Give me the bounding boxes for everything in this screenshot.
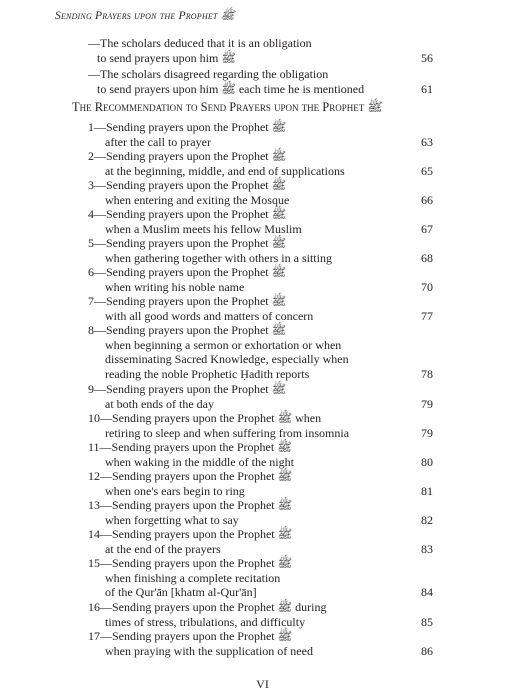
toc-page-number: 70 xyxy=(421,279,433,294)
toc-page-number: 66 xyxy=(421,192,433,207)
toc-entry-text: 7—Sending prayers upon the Prophet ﷺ xyxy=(88,294,287,308)
toc-entry-line xyxy=(0,207,525,221)
toc-entry-line xyxy=(0,411,525,425)
toc-entry-text: at the end of the prayers xyxy=(105,541,221,556)
toc-entry-text: when a Muslim meets his fellow Muslim xyxy=(105,221,302,236)
toc-entry-line xyxy=(0,571,525,585)
toc-entry-text: retiring to sleep and when suffering from insomnia xyxy=(105,425,350,440)
toc-entry-line xyxy=(0,294,525,308)
toc-page-number: 82 xyxy=(421,512,433,527)
toc-entry-line xyxy=(0,644,525,658)
toc-entry-line xyxy=(0,498,525,512)
toc-page-number: 83 xyxy=(421,541,433,556)
toc-entry-line xyxy=(0,149,525,163)
toc-entry-text: disseminating Sacred Knowledge, especially when xyxy=(105,352,349,366)
toc-entry-line xyxy=(0,367,525,381)
toc-entry-line xyxy=(0,135,525,149)
toc-entry-line xyxy=(0,36,525,50)
toc-entry-text: after the call to prayer xyxy=(105,134,211,149)
toc-entry-line xyxy=(0,527,525,541)
toc-entry-text: 6—Sending prayers upon the Prophet ﷺ xyxy=(88,265,287,279)
toc-entry-text: 1—Sending prayers upon the Prophet ﷺ xyxy=(88,120,287,134)
toc-entry-line xyxy=(0,382,525,396)
toc-entry-line xyxy=(0,67,525,81)
toc-entry-text: when beginning a sermon or exhortation or when xyxy=(105,337,342,352)
toc-entry-text: at the beginning, middle, and end of supplications xyxy=(105,163,345,178)
toc-entry-line xyxy=(0,120,525,134)
toc-entry-text: when praying with the supplication of need xyxy=(105,643,313,658)
toc-entry-line xyxy=(0,440,525,454)
toc-entry-line xyxy=(0,51,525,65)
toc-entry-text: —The scholars deduced that it is an obligation xyxy=(88,36,312,50)
toc-page-number: 65 xyxy=(421,163,433,178)
section-heading: The Recommendation to Send Prayers upon the Prophet ﷺ xyxy=(72,100,383,114)
toc-entry-line xyxy=(0,629,525,643)
running-header: Sending Prayers upon the Prophet ﷺ xyxy=(55,10,235,22)
toc-entry-text: when entering and exiting the Mosque xyxy=(105,192,290,207)
toc-entry-text: when waking in the middle of the night xyxy=(105,454,294,469)
toc-entry-text: when one's ears begin to ring xyxy=(105,483,245,498)
toc-entry-text: reading the noble Prophetic Ḥadith reports xyxy=(105,366,310,381)
toc-entry-line xyxy=(0,280,525,294)
toc-entry-text: 9—Sending prayers upon the Prophet ﷺ xyxy=(88,382,287,396)
toc-entry-line xyxy=(0,236,525,250)
toc-page-number: 67 xyxy=(421,221,433,236)
toc-page-number: 84 xyxy=(421,585,433,599)
toc-entry-text: 4—Sending prayers upon the Prophet ﷺ xyxy=(88,207,287,221)
toc-page-number: 85 xyxy=(421,614,433,629)
toc-entry-line xyxy=(0,193,525,207)
toc-entry-line xyxy=(0,556,525,570)
toc-page-number: 78 xyxy=(421,366,433,381)
toc-page-number: 86 xyxy=(421,643,433,658)
toc-entry-line xyxy=(0,178,525,192)
toc-entry-line xyxy=(0,323,525,337)
toc-entry-line xyxy=(0,513,525,527)
toc-entry-text: when finishing a complete recitation xyxy=(105,570,281,585)
toc-page-number: 61 xyxy=(421,81,433,96)
toc-entry-text: 16—Sending prayers upon the Prophet ﷺ during xyxy=(88,600,327,614)
toc-entry-line xyxy=(0,455,525,469)
toc-entry-text: 15—Sending prayers upon the Prophet ﷺ xyxy=(88,556,293,570)
toc-page-number: 56 xyxy=(421,50,433,65)
toc-entry-text: when gathering together with others in a sitting xyxy=(105,250,332,265)
toc-entry-text: 10—Sending prayers upon the Prophet ﷺ when xyxy=(88,411,322,425)
toc-page-number: 68 xyxy=(421,250,433,265)
toc-entry-text: 2—Sending prayers upon the Prophet ﷺ xyxy=(88,149,287,163)
toc-entry-text: to send prayers upon him ﷺ each time he is mentioned xyxy=(97,81,365,96)
toc-entry-text: at both ends of the day xyxy=(105,396,214,411)
toc-entry-line xyxy=(0,397,525,411)
toc-entry-line xyxy=(0,600,525,614)
toc-entry-text: 11—Sending prayers upon the Prophet ﷺ xyxy=(88,440,292,454)
toc-page-number: 79 xyxy=(421,396,433,411)
toc-entry-line xyxy=(0,615,525,629)
toc-entry-text: 13—Sending prayers upon the Prophet ﷺ xyxy=(88,498,293,512)
toc-entry-text: 12—Sending prayers upon the Prophet ﷺ xyxy=(88,469,293,483)
toc-entry-line xyxy=(0,542,525,556)
toc-entry-line xyxy=(0,484,525,498)
toc-entry-line xyxy=(0,251,525,265)
toc-entry-text: 17—Sending prayers upon the Prophet ﷺ xyxy=(88,629,293,643)
toc-entry-line xyxy=(0,309,525,323)
toc-page-number: 77 xyxy=(421,308,433,323)
toc-page-number: 81 xyxy=(421,483,433,498)
toc-entry-text: when forgetting what to say xyxy=(105,512,239,527)
toc-page-number: 79 xyxy=(421,425,433,440)
toc-entry-text: to send prayers upon him ﷺ xyxy=(97,50,236,65)
toc-entry-line xyxy=(0,222,525,236)
toc-entry-line xyxy=(0,338,525,352)
toc-entry-line xyxy=(0,265,525,279)
toc-entry-text: 5—Sending prayers upon the Prophet ﷺ xyxy=(88,236,287,250)
toc-entry-line xyxy=(0,82,525,96)
toc-entry-text: 14—Sending prayers upon the Prophet ﷺ xyxy=(88,527,293,541)
toc-entry-text: of the Qur'ān [khatm al-Qur'ān] xyxy=(105,585,257,599)
toc-entry-text: with all good words and matters of concern xyxy=(105,308,314,323)
toc-entry-text: 8—Sending prayers upon the Prophet ﷺ xyxy=(88,323,287,337)
toc-entry-text: 3—Sending prayers upon the Prophet ﷺ xyxy=(88,178,287,192)
toc-entry-line xyxy=(0,426,525,440)
page-number: VI xyxy=(256,677,269,691)
toc-entry-line xyxy=(0,164,525,178)
toc-entry-line xyxy=(0,585,525,599)
toc-page-number: 80 xyxy=(421,454,433,469)
toc-entry-line xyxy=(0,469,525,483)
toc-entry-text: times of stress, tribulations, and difficulty xyxy=(105,614,306,629)
toc-page-number: 63 xyxy=(421,134,433,149)
toc-entry-line xyxy=(0,352,525,366)
toc-entry-text: —The scholars disagreed regarding the obligation xyxy=(88,67,329,81)
toc-entry-text: when writing his noble name xyxy=(105,279,245,294)
